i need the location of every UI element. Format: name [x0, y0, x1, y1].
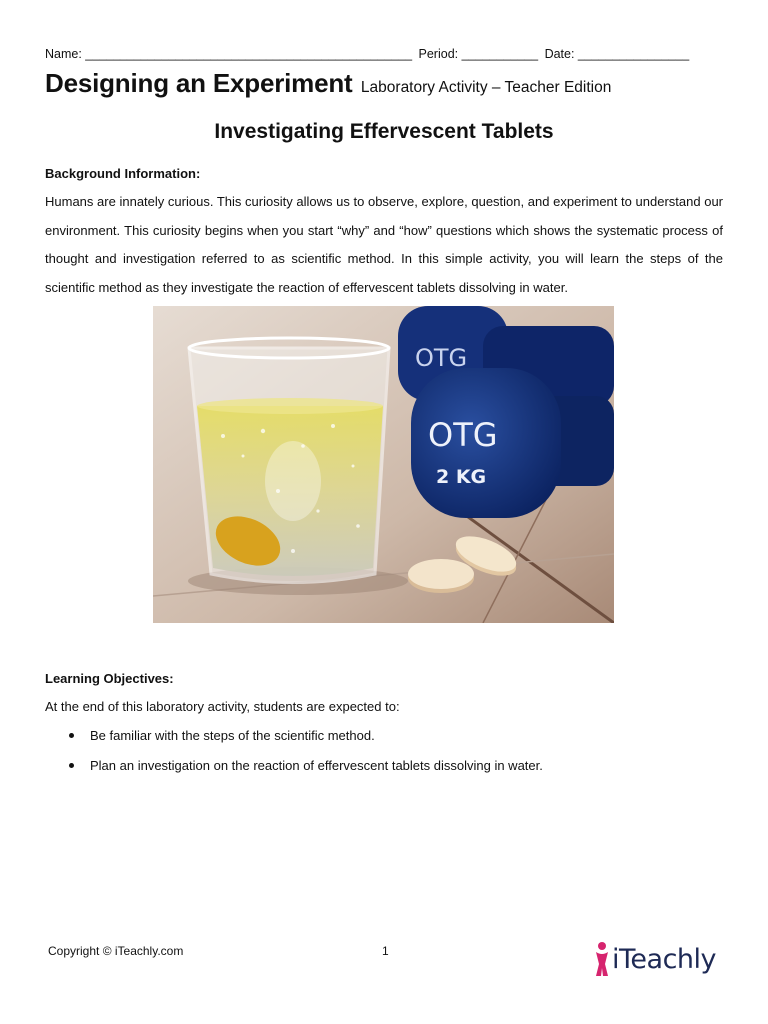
logo-wordmark: iTeachly	[612, 944, 716, 975]
dumbbell-brand-front	[428, 416, 498, 454]
main-title: Designing an Experiment	[45, 68, 353, 98]
student-info-line	[45, 47, 705, 61]
edition-subtitle: Laboratory Activity – Teacher Edition	[360, 79, 612, 96]
dumbbell-weight-label	[436, 466, 486, 488]
svg-text:2 KG: 2 KG	[436, 466, 487, 488]
name-field-label: Name: _______________________________________________	[45, 47, 413, 61]
dumbbell-brand-back	[415, 344, 467, 372]
effervescent-tablet-photo	[153, 306, 614, 623]
objectives-intro: At the end of this laboratory activity, students are expected to:	[45, 699, 400, 714]
copyright-notice: Copyright © iTeachly.com	[48, 944, 184, 958]
background-heading: Background Information:	[45, 166, 201, 181]
svg-text:OTG: OTG	[428, 416, 498, 454]
period-field-label: Period: ___________	[418, 47, 539, 61]
objectives-heading: Learning Objectives:	[45, 671, 174, 686]
document-title	[45, 68, 611, 99]
logo-figure-icon	[592, 940, 612, 980]
list-item: Plan an investigation on the reaction of effervescent tablets dissolving in water.	[45, 755, 543, 785]
iteachly-logo	[592, 938, 732, 978]
page-number: 1	[382, 944, 389, 958]
svg-text:OTG: OTG	[415, 344, 468, 372]
objectives-list	[45, 725, 543, 785]
date-field-label: Date: ________________	[544, 47, 690, 61]
list-item: Be familiar with the steps of the scientific method.	[45, 725, 543, 755]
background-text: Humans are innately curious. This curiosity allows us to observe, explore, question, and experiment to understand our environment. This curiosity begins when you start “why” and “how” questions which shows the systematic process of thought and investigation referred to as scientific method. In this simple activity, you will learn the steps of the scientific method as they investigate the reaction of effervescent tablets dissolving in water.	[45, 194, 723, 296]
activity-title: Investigating Effervescent Tablets	[214, 120, 554, 143]
